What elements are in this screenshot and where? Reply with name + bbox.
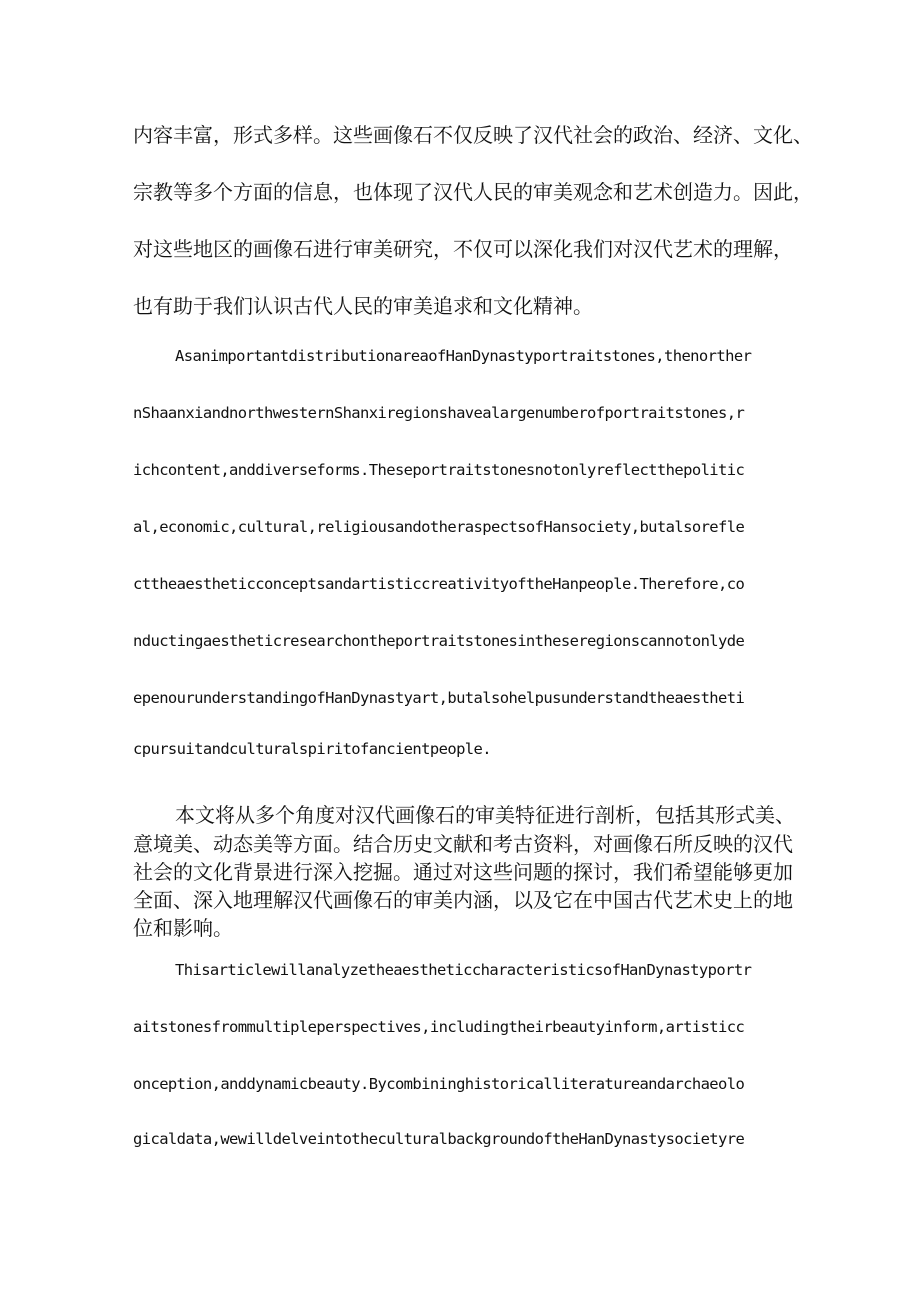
text-line: 对这些地区的画像石进行审美研究，不仅可以深化我们对汉代艺术的理解， [133,237,793,261]
text-line: nductingaestheticresearchontheportraitstonesintheseregionscannotonlyde [133,632,745,650]
text-line: 也有助于我们认识古代人民的审美追求和文化精神。 [133,294,593,318]
text-line: cttheaestheticconceptsandartisticcreativityoftheHanpeople.Therefore,co [133,575,745,593]
text-line: 位和影响。 [133,916,233,940]
text-line: 社会的文化背景进行深入挖掘。通过对这些问题的探讨，我们希望能够更加 [133,860,793,884]
text-line: gicaldata,wewilldelveintotheculturalbackgroundoftheHanDynastysocietyre [133,1130,745,1148]
text-line: ichcontent,anddiverseforms.Theseportraitstonesnotonlyreflectthepolitic [133,461,745,479]
text-line: 全面、深入地理解汉代画像石的审美内涵，以及它在中国古代艺术史上的地 [133,888,793,912]
text-line: 意境美、动态美等方面。结合历史文献和考古资料，对画像石所反映的汉代 [133,832,793,856]
text-line: ThisarticlewillanalyzetheaestheticcharacteristicsofHanDynastyportr [175,961,752,979]
text-line: 本文将从多个角度对汉代画像石的审美特征进行剖析，包括其形式美、 [175,803,795,827]
text-line: cpursuitandculturalspiritofancientpeople. [133,740,492,758]
text-line: onception,anddynamicbeauty.Bycombininghistoricalliteratureandarchaeolo [133,1075,745,1093]
text-line: AsanimportantdistributionareaofHanDynastyportraitstones,thenorther [175,347,752,365]
text-line: epenourunderstandingofHanDynastyart,butalsohelpusunderstandtheaestheti [133,689,745,707]
text-line: al,economic,cultural,religiousandotheraspectsofHansociety,butalsorefle [133,518,745,536]
text-line: 宗教等多个方面的信息，也体现了汉代人民的审美观念和艺术创造力。因此， [133,180,813,204]
text-line: 内容丰富，形式多样。这些画像石不仅反映了汉代社会的政治、经济、文化、 [133,123,813,147]
text-line: aitstonesfrommultipleperspectives,includingtheirbeautyinform,artisticc [133,1018,745,1036]
text-line: nShaanxiandnorthwesternShanxiregionshavealargenumberofportraitstones,r [133,404,745,422]
